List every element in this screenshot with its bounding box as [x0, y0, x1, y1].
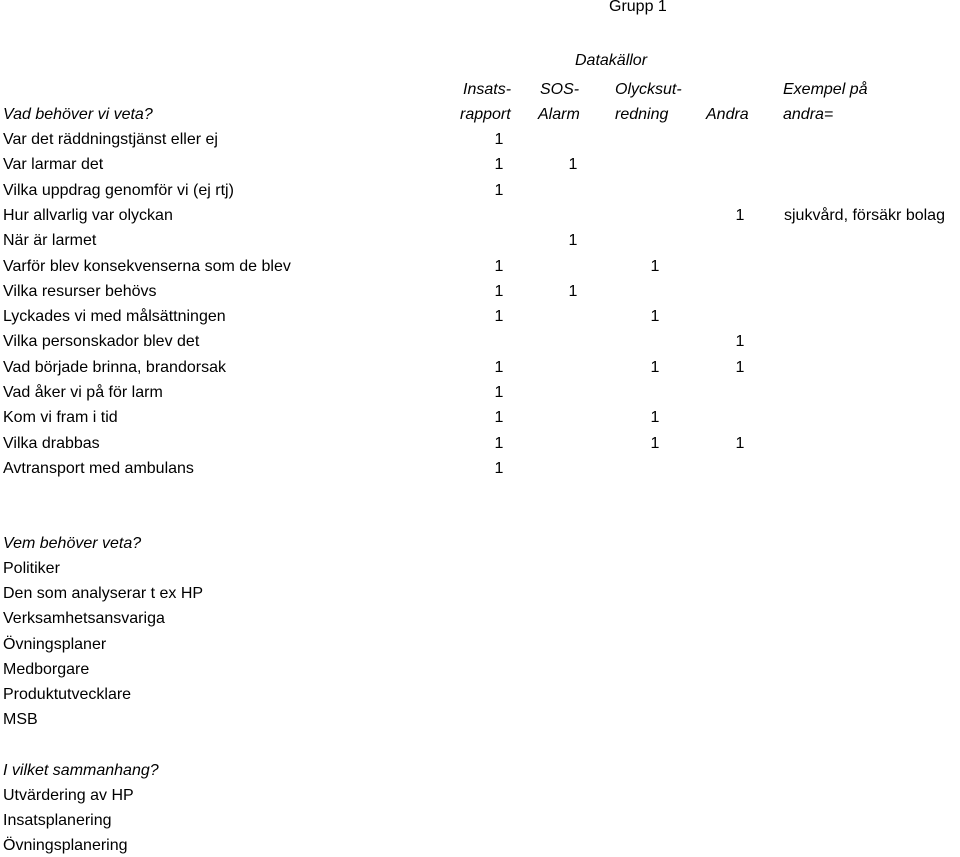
- list-item: Utvärdering av HP: [3, 787, 134, 804]
- col-header-olycks-line1: Olycksut-: [615, 81, 682, 98]
- who-heading: Vem behöver veta?: [3, 535, 142, 552]
- col-header-exempel-line1: Exempel på: [783, 81, 868, 98]
- cell-andra: 1: [735, 434, 745, 452]
- table-row: [0, 330, 960, 355]
- cell-insatsrapport: 1: [494, 434, 504, 452]
- col-header-sos-line2: Alarm: [538, 106, 580, 123]
- cell-sos-alarm: 1: [568, 156, 578, 174]
- cell-insatsrapport: 1: [494, 181, 504, 199]
- row-question: Vilka personskador blev det: [3, 333, 200, 351]
- list-item: Medborgare: [3, 660, 90, 678]
- cell-insatsrapport: 1: [494, 358, 504, 376]
- table-row: [0, 305, 960, 330]
- table-row: [0, 179, 960, 204]
- cell-insatsrapport: 1: [494, 156, 504, 174]
- list-item: MSB: [3, 711, 38, 729]
- table-row: [0, 153, 960, 178]
- cell-andra: 1: [735, 358, 745, 376]
- list-item: Politiker: [3, 560, 60, 577]
- col-header-exempel-line2: andra=: [783, 106, 834, 123]
- cell-sos-alarm: 1: [568, 282, 578, 300]
- row-question: Var larmar det: [3, 156, 104, 174]
- col-header-olycks-line2: redning: [615, 106, 669, 123]
- table-row: [0, 381, 960, 406]
- cell-andra: 1: [735, 206, 745, 224]
- col-header-andra: Andra: [706, 106, 749, 123]
- row-question: Vilka uppdrag genomför vi (ej rtj): [3, 181, 234, 199]
- table-row: [0, 457, 960, 482]
- cell-insatsrapport: 1: [494, 409, 504, 427]
- table-row: [0, 128, 960, 153]
- table-row: [0, 229, 960, 254]
- row-question: Varför blev konsekvenserna som de blev: [3, 257, 291, 275]
- table-row: [0, 406, 960, 431]
- cell-olycksutredning: 1: [650, 358, 660, 376]
- list-item: Verksamhetsansvariga: [3, 610, 165, 628]
- cell-olycksutredning: 1: [650, 434, 660, 452]
- row-question: Vad började brinna, brandorsak: [3, 358, 226, 376]
- col-header-insats-line1: Insats-: [463, 81, 512, 98]
- row-question: Lyckades vi med målsättningen: [3, 308, 226, 326]
- row-question: Kom vi fram i tid: [3, 409, 118, 427]
- cell-insatsrapport: 1: [494, 308, 504, 326]
- row-header-vad-behover-vi-veta: Vad behöver vi veta?: [3, 106, 153, 123]
- cell-insatsrapport: 1: [494, 282, 504, 300]
- table-row: [0, 356, 960, 381]
- group-header-datakallor: Datakällor: [575, 52, 648, 69]
- list-item: Övningsplaner: [3, 635, 107, 653]
- table-row: [0, 255, 960, 280]
- row-question: Var det räddningstjänst eller ej: [3, 131, 218, 148]
- row-question: Hur allvarlig var olyckan: [3, 206, 173, 224]
- cell-insatsrapport: 1: [494, 131, 504, 148]
- row-question: Vad åker vi på för larm: [3, 384, 163, 401]
- list-item: Produktutvecklare: [3, 686, 132, 703]
- row-question: Avtransport med ambulans: [3, 459, 194, 477]
- page-header: Grupp 1: [609, 0, 667, 15]
- cell-andra: 1: [735, 333, 745, 351]
- col-header-insats-line2: rapport: [460, 106, 511, 123]
- table-row: [0, 280, 960, 305]
- list-item: Insatsplanering: [3, 812, 112, 830]
- cell-insatsrapport: 1: [494, 257, 504, 275]
- context-heading: I vilket sammanhang?: [3, 762, 159, 779]
- table-row: [0, 432, 960, 457]
- cell-insatsrapport: 1: [494, 384, 504, 401]
- row-question: När är larmet: [3, 232, 97, 250]
- row-question: Vilka resurser behövs: [3, 282, 157, 300]
- cell-insatsrapport: 1: [494, 459, 504, 477]
- cell-sos-alarm: 1: [568, 232, 578, 250]
- cell-olycksutredning: 1: [650, 409, 660, 427]
- cell-olycksutredning: 1: [650, 257, 660, 275]
- col-header-sos-line1: SOS-: [540, 81, 580, 98]
- list-item: Den som analyserar t ex HP: [3, 585, 204, 603]
- list-item: Övningsplanering: [3, 837, 128, 855]
- table-row: [0, 204, 960, 229]
- row-question: Vilka drabbas: [3, 434, 100, 452]
- cell-exempel: sjukvård, försäkr bolag: [784, 206, 945, 224]
- cell-olycksutredning: 1: [650, 308, 660, 326]
